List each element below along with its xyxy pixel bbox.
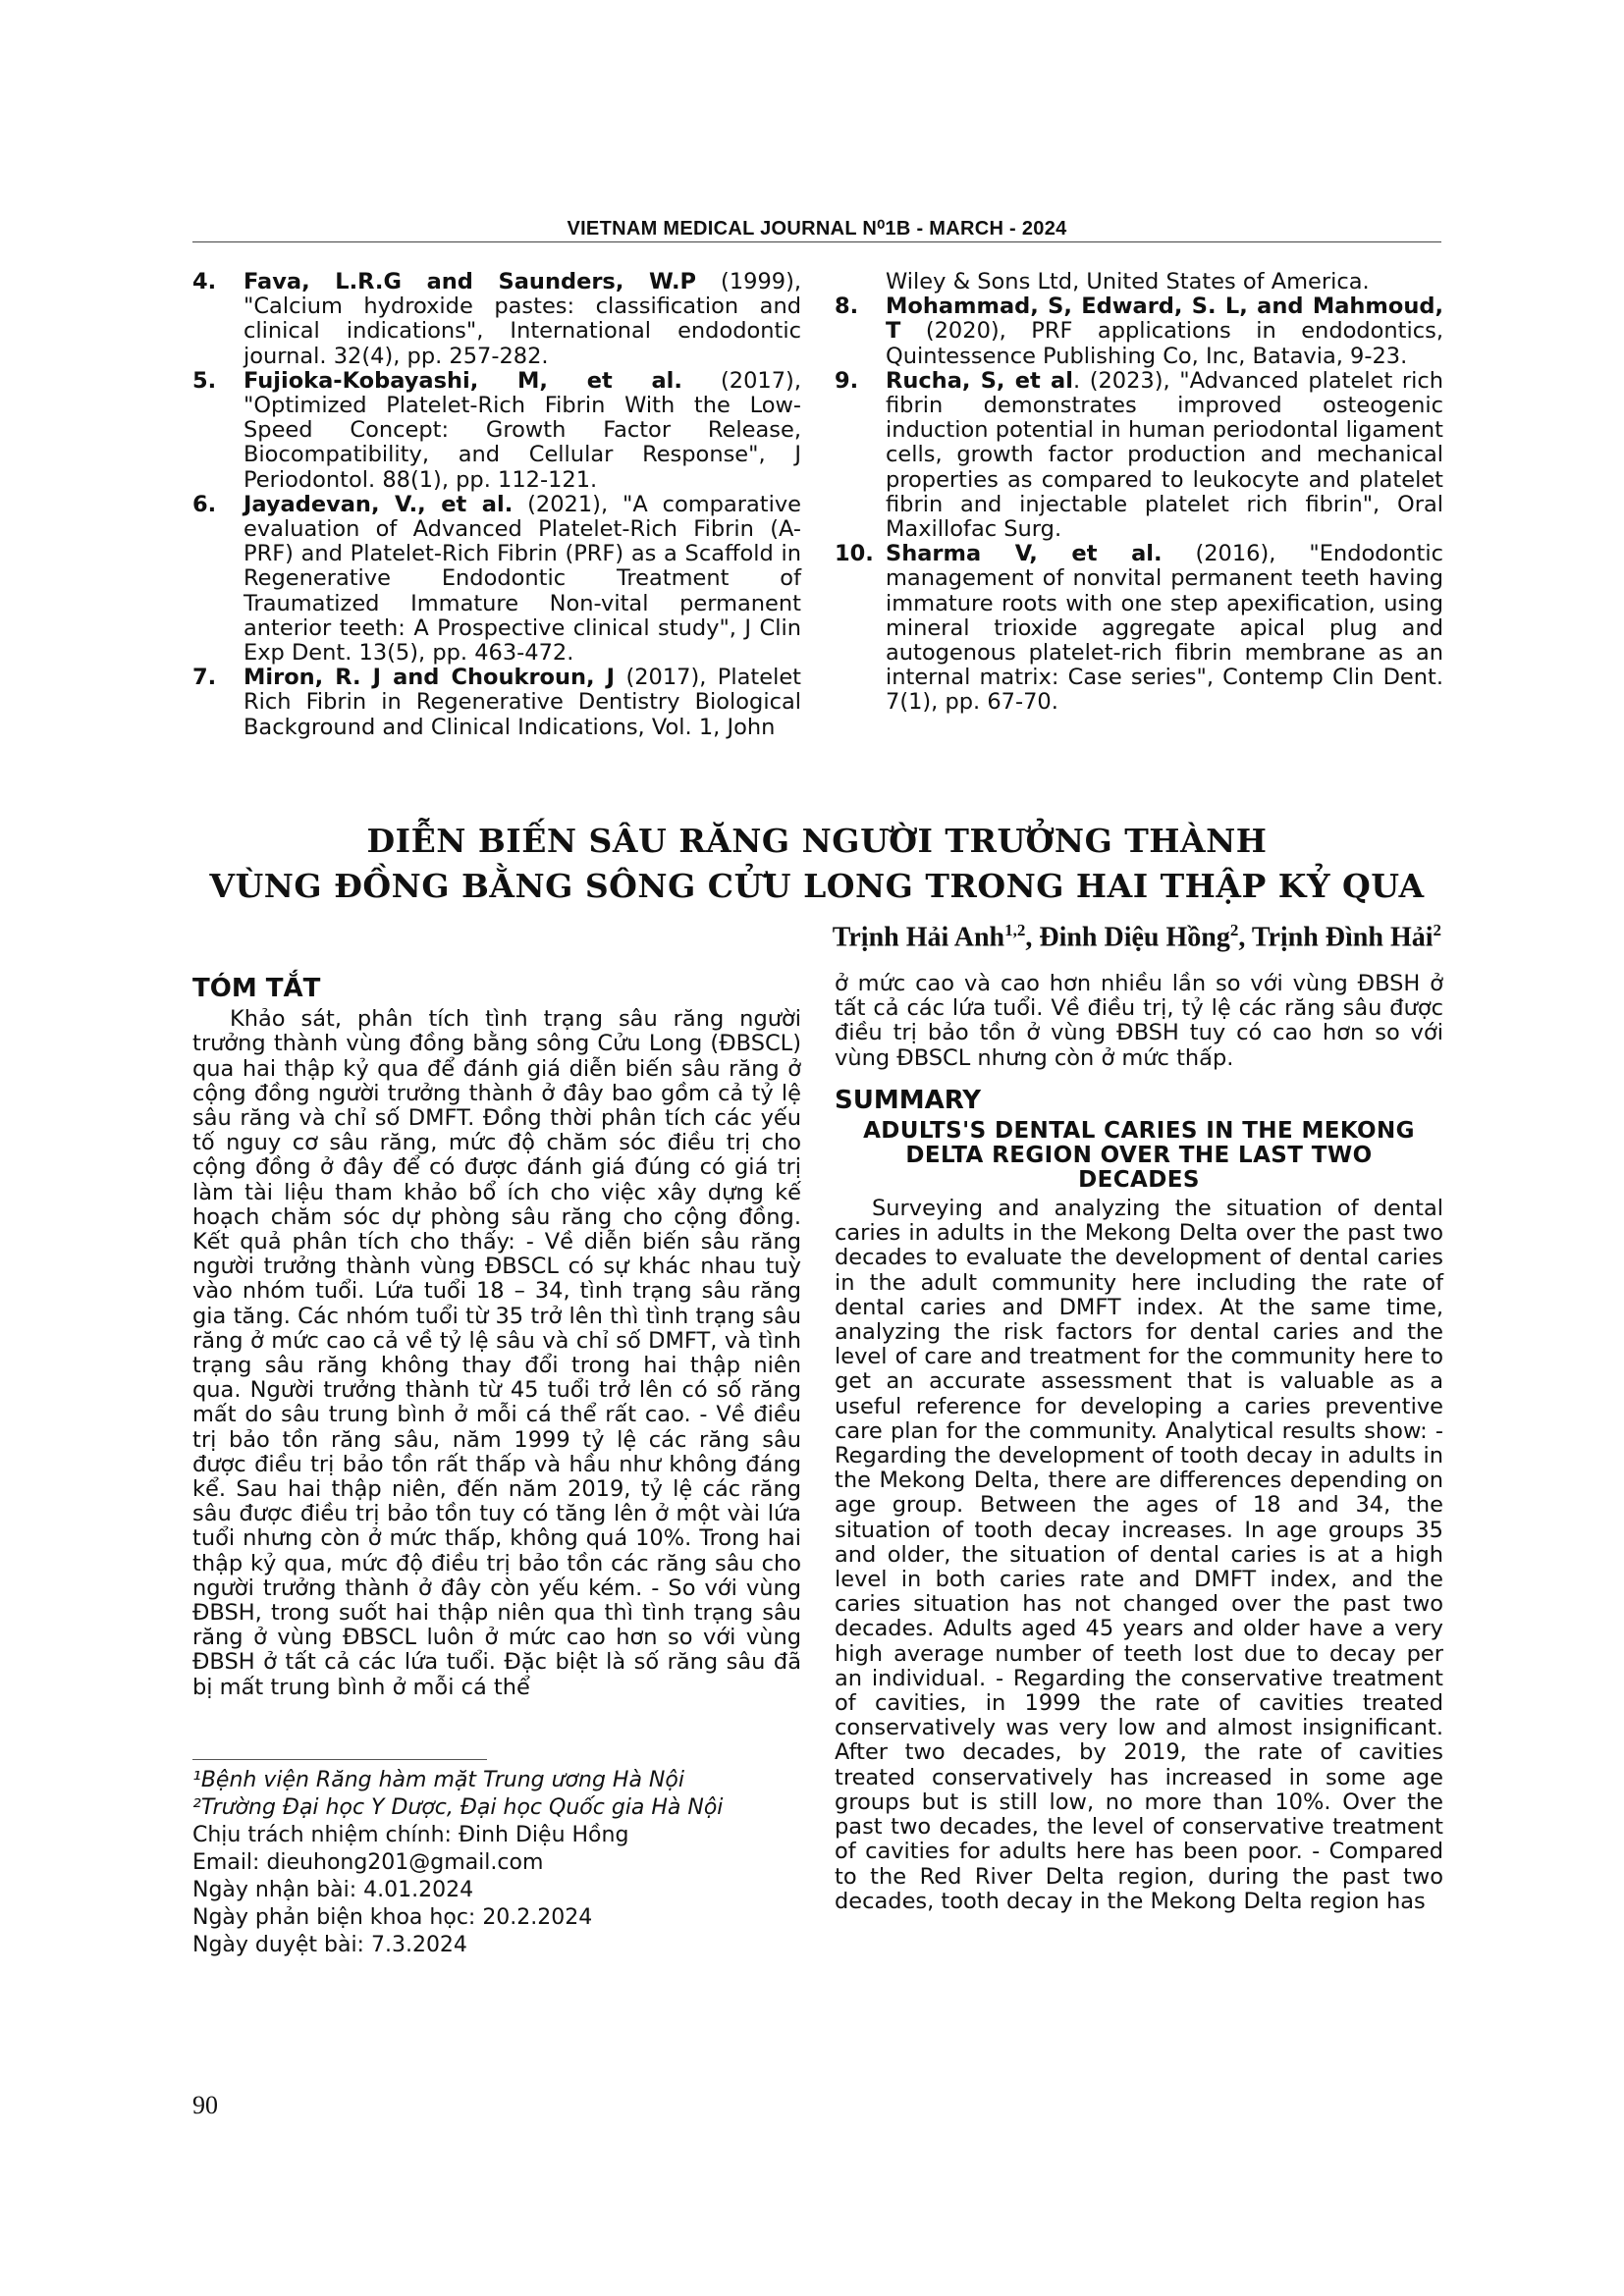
reference-details: (2021), "A comparative evaluation of Advanced Platelet-Rich Fibrin (A-PRF) and Platelet-Rich Fibrin (PRF) as a Scaffold in Regenerative Endodontic Treatment of Traumatized Immature Non-vital permanent anterior teeth: A Prospective clinical study", J Clin Exp Dent. 13(5), pp. 463-472. (244, 491, 801, 667)
reference-details: (2020), PRF applications in endodontics, Quintessence Publishing Co, Inc, Batavia, 9-23. (886, 318, 1443, 369)
reference-number: 9. (835, 367, 859, 394)
summary-text: Surveying and analyzing the situation of dental caries in adults in the Mekong Delta over the past two decades to evaluate the development of dental caries in the adult community here including the rate of dental caries and DMFT index. At the same time, analyzing the risk factors for dental caries and the level of care and treatment for the community here to get an accurate assessment that is valuable as a useful reference for developing a caries preventive care plan for the community. Analytical results show: - Regarding the development of tooth decay in adults in the Mekong Delta, there are differences depending on age group. Between the ages of 18 and 34, the situation of tooth decay increases. In age groups 35 and older, the situation of dental caries is at a high level in both caries rate and DMFT index, and the caries situation has not changed over the past two decades. Adults aged 45 years and older have a very high average number of teeth lost due to decay per an individual. - Regarding the conservative treatment of cavities, in 1999 the rate of cavities treated conservatively was very low and almost insignificant. After two decades, by 2019, the rate of cavities treated conservatively has increased in some age groups but is still low, no more than 10%. Over the past two decades, the level of conservative treatment of cavities for adults here has been poor. - Compared to the Red River Delta region, during the past two decades, tooth decay in the Mekong Delta region has (835, 1196, 1443, 1914)
author-name: Đinh Diệu Hồng (1039, 922, 1230, 953)
reference-details: (2016), "Endodontic management of nonvital permanent teeth having immature roots with one step apexification, using mineral trioxide aggregate apical plug and autogenous platelet-rich fibrin membrane as an internal matrix: Case series", Contemp Clin Dent. 7(1), pp. 67-70. (886, 541, 1443, 716)
reference-continuation: Wiley & Sons Ltd, United States of America. (886, 269, 1370, 294)
affiliation-1: ¹Bệnh viện Răng hàm mặt Trung ương Hà Nội (192, 1768, 684, 1792)
corresponding-author: Chịu trách nhiệm chính: Đinh Diệu Hồng (192, 1823, 629, 1847)
reference-number: 5. (192, 367, 217, 394)
article-title-line-1: DIỄN BIẾN SÂU RĂNG NGƯỜI TRƯỞNG THÀNH (366, 822, 1268, 860)
abstract-vietnamese (192, 974, 801, 1700)
date-reviewed: Ngày phản biện khoa học: 20.2.2024 (192, 1905, 593, 1930)
reference-authors: Rucha, S, et al (886, 367, 1073, 394)
journal-header: VIETNAM MEDICAL JOURNAL N⁰1B - MARCH - 2024 (567, 218, 1067, 240)
page-number: 90 (192, 2091, 218, 2119)
author-name: Trịnh Đình Hải (1251, 922, 1434, 953)
reference-details: (1999), "Calcium hydroxide pastes: classification and clinical indications", International endodontic journal. 32(4), pp. 257-282. (244, 269, 802, 369)
abstract-continuation-text: ở mức cao và cao hơn nhiều lần so với vùng ĐBSH ở tất cả các lứa tuổi. Về điều trị, tỷ lệ các răng sâu được điều trị bảo tồn ở vùng ĐBSH tuy có cao hơn so với vùng ĐBSCL nhưng còn ở mức thấp. (835, 971, 1443, 1071)
corresponding-email: Email: dieuhong201@gmail.com (192, 1850, 544, 1875)
reference-authors: Mohammad, S, Edward, S. L, and Mahmoud, T (886, 294, 1443, 345)
reference-number: 8. (835, 294, 859, 320)
footnote-divider (192, 1759, 487, 1760)
reference-item (192, 270, 801, 369)
header-divider (192, 241, 1441, 242)
references-left-column (192, 270, 801, 740)
reference-number: 4. (192, 269, 217, 294)
reference-number: 7. (192, 665, 217, 691)
author-affiliation-mark: 1,2 (1004, 921, 1026, 939)
section-heading-tomtat: TÓM TẮT (192, 974, 321, 1003)
reference-item (835, 369, 1443, 542)
author-name: Trịnh Hải Anh (832, 922, 1005, 953)
reference-authors: Fava, L.R.G and Saunders, W.P (244, 269, 697, 294)
abstract-continuation-and-summary (835, 972, 1443, 1914)
reference-details: (2017), "Optimized Platelet-Rich Fibrin With the Low-Speed Concept: Growth Factor Release, Biocompatibility, and Cellular Response", J Periodontol. 88(1), pp. 112-121. (244, 367, 801, 493)
author-affiliation-mark: 2 (1229, 921, 1239, 939)
date-received: Ngày nhận bài: 4.01.2024 (192, 1878, 474, 1902)
reference-item (835, 542, 1443, 715)
affiliation-2: ²Trường Đại học Y Dược, Đại học Quốc gia Hà Nội (192, 1795, 724, 1820)
section-heading-summary: SUMMARY (835, 1085, 982, 1115)
reference-details: . (2023), "Advanced platelet rich fibrin demonstrates improved osteogenic induction potential in human periodontal ligament cells, growth factor production and mechanical properties as compared to leukocyte and platelet fibrin and injectable platelet rich fibrin", Oral Maxillofac Surg. (886, 367, 1443, 543)
author-list: Trịnh Hải Anh$^{1,2}$, Đinh Diệu Hồng$^2$, Trịnh Đình Hải$^2$ (832, 921, 1441, 953)
article-title-line-2: VÙNG ĐỒNG BẰNG SÔNG CỬU LONG TRONG HAI THẬP KỶ QUA (209, 867, 1425, 905)
reference-item (835, 294, 1443, 369)
abstract-text: Khảo sát, phân tích tình trạng sâu răng người trưởng thành vùng đồng bằng sông Cửu Long (ĐBSCL) qua hai thập kỷ qua để đánh giá diễn biến sâu răng ở cộng đồng người trưởng thành ở đây bao gồm cả tỷ lệ sâu răng và chỉ số DMFT. Đồng thời phân tích các yếu tố nguy cơ sâu răng, mức độ chăm sóc điều trị cho cộng đồng ở đây để có được đánh giá đúng có giá trị làm tài liệu tham khảo bổ ích cho việc xây dựng kế hoạch chăm sóc dự phòng sâu răng cho cộng đồng. Kết quả phân tích cho thấy: - Về diễn biến sâu răng người trưởng thành vùng ĐBSCL có sự khác nhau tuỳ vào nhóm tuổi. Lứa tuổi 18 – 34, tình trạng sâu răng gia tăng. Các nhóm tuổi từ 35 trở lên thì tình trạng sâu răng ở mức cao cả về tỷ lệ sâu và chỉ số DMFT, và tình trạng sâu răng không thay đổi trong hai thập niên qua. Người trưởng thành từ 45 tuổi trở lên có số răng mất do sâu trung bình ở mỗi cá thể rất cao. - Về điều trị bảo tồn răng sâu, năm 1999 tỷ lệ các răng sâu được điều trị bảo tồn rất thấp và hầu như không đáng kể. Sau hai thập niên, đến năm 2019, tỷ lệ các răng sâu được điều trị bảo tồn tuy có tăng lên ở một vài lứa tuổi nhưng còn ở mức thấp, không quá 10%. Trong hai thập kỷ qua, mức độ điều trị bảo tồn các răng sâu cho người trưởng thành ở đây còn yếu kém. - So với vùng ĐBSH, trong suốt hai thập niên qua thì tình trạng sâu răng ở vùng ĐBSCL luôn ở mức cao hơn so với vùng ĐBSH ở tất cả các lứa tuổi. Đặc biệt là số răng sâu đã bị mất trung bình ở mỗi cá thể (192, 1006, 801, 1700)
summary-title: ADULTS'S DENTAL CARIES IN THE MEKONG DELTA REGION OVER THE LAST TWO DECADES (863, 1118, 1415, 1194)
reference-item (192, 493, 801, 666)
reference-authors: Miron, R. J and Choukroun, J (244, 665, 616, 691)
footnotes (192, 1767, 801, 1959)
references-right-column (835, 270, 1443, 716)
reference-details: (2017), Platelet Rich Fibrin in Regenerative Dentistry Biological Background and Clinical Indications, Vol. 1, John (244, 665, 801, 740)
reference-item (192, 369, 801, 493)
reference-authors: Fujioka-Kobayashi, M, et al. (244, 367, 682, 394)
date-accepted: Ngày duyệt bài: 7.3.2024 (192, 1933, 467, 1957)
author-affiliation-mark: 2 (1433, 921, 1441, 939)
reference-item (192, 666, 801, 740)
reference-authors: Jayadevan, V., et al. (244, 491, 514, 517)
reference-authors: Sharma V, et al. (886, 541, 1163, 567)
reference-number: 10. (835, 541, 874, 567)
reference-number: 6. (192, 491, 217, 517)
